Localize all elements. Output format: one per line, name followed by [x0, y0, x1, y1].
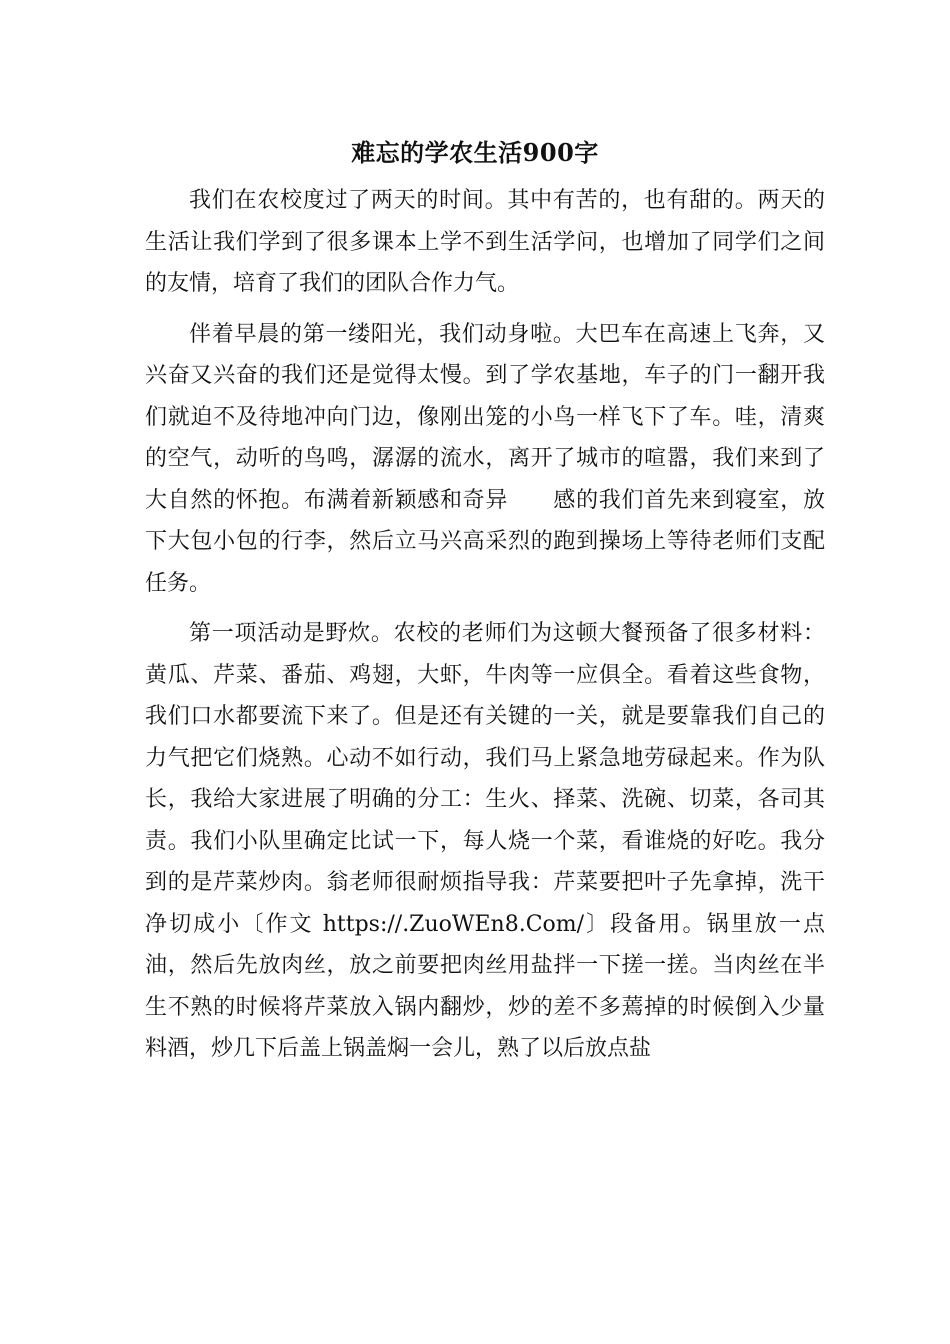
document-body [145, 180, 825, 1079]
document-title: 难忘的学农生活900字 [351, 138, 599, 167]
paragraph-3: 第一项活动是野炊。农校的老师们为这顿大餐预备了很多材料：黄瓜、芹菜、番茄、鸡翅，大虾，牛肉等一应俱全。看着这些食物，我们口水都要流下来了。但是还有关键的一关，就是要靠我们自己的力气把它们烧熟。心动不如行动，我们马上紧急地劳碌起来。作为队长，我给大家进展了明确的分工：生火、择菜、洗碗、切菜，各司其责。我们小队里确定比试一下，每人烧一个菜，看谁烧的好吃。我分到的是芹菜炒肉。翁老师很耐烦指导我：芹菜要把叶子先拿掉，洗干净切成小〔作文 https://.ZuoWEn8.Com/〕段备用。锅里放一点油，然后先放肉丝，放之前要把肉丝用盐拌一下搓一搓。当肉丝在半生不熟的时候将芹菜放入锅内翻炒，炒的差不多蔫掉的时候倒入少量料酒，炒几下后盖上锅盖焖一会儿，熟了以后放点盐 [145, 621, 825, 1061]
paragraph-1: 我们在农校度过了两天的时间。其中有苦的，也有甜的。两天的生活让我们学到了很多课本上学不到生活学问，也增加了同学们之间的友情，培育了我们的团队合作力气。 [145, 188, 825, 296]
paragraph-2: 伴着早晨的第一缕阳光，我们动身啦。大巴车在高速上飞奔，又兴奋又兴奋的我们还是觉得太慢。到了学农基地，车子的门一翻开我们就迫不及待地冲向门边，像刚出笼的小鸟一样飞下了车。哇，清爽的空气，动听的鸟鸣，潺潺的流水，离开了城市的喧嚣，我们来到了大自然的怀抱。布满着新颖感和奇异 感的我们首先来到寝室，放下大包小包的行李，然后立马兴高采烈的跑到操场上等待老师们支配任务。 [145, 321, 825, 596]
